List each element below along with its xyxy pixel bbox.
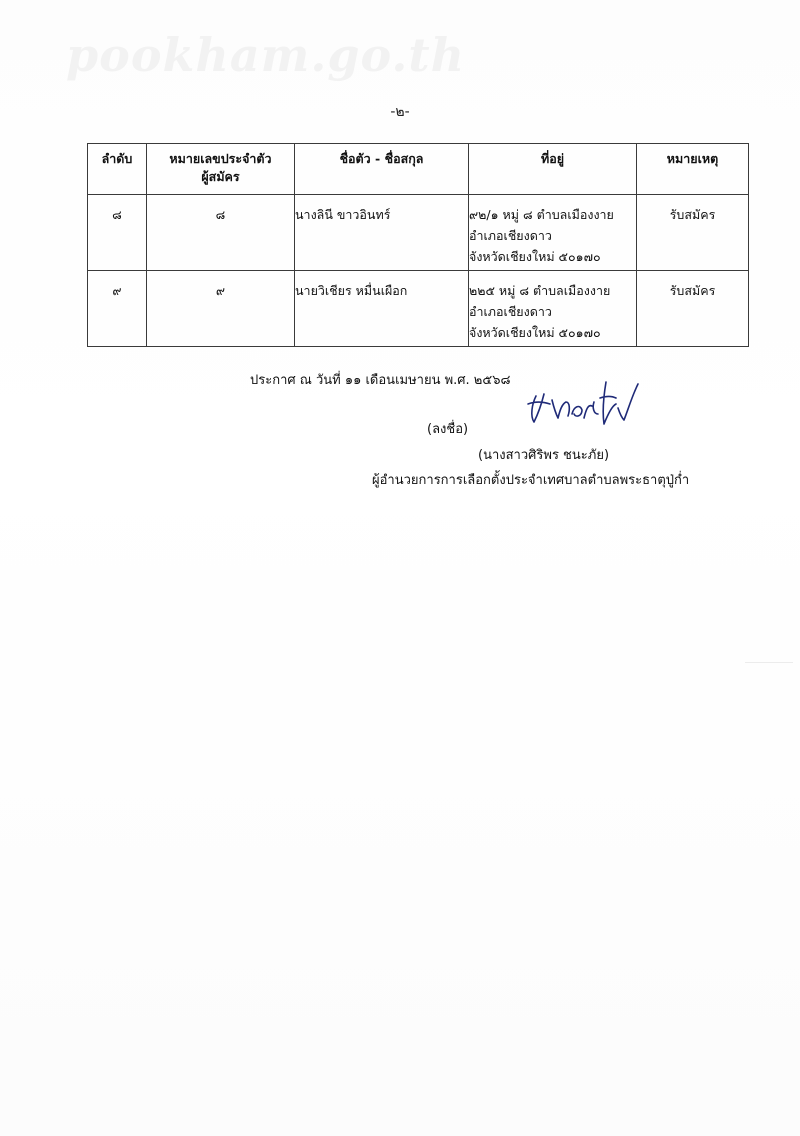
header-address: ที่อยู่ [469,144,637,195]
header-note: หมายเหตุ [637,144,749,195]
table-row [88,271,749,347]
cell-order: ๘ [88,195,147,271]
cell-applicant-no: ๙ [147,271,295,347]
table-row [88,195,749,271]
address-line: จังหวัดเชียงใหม่ ๕๐๑๗๐ [469,325,601,340]
header-applicant-no-line2: ผู้สมัคร [201,169,240,184]
cell-address [469,195,637,271]
address-line: จังหวัดเชียงใหม่ ๕๐๑๗๐ [469,249,601,264]
table-header-row [88,144,749,195]
applicant-table [87,143,749,347]
cell-name: นางลินี ขาวอินทร์ [295,195,469,271]
cell-order: ๙ [88,271,147,347]
address-line: อำเภอเชียงดาว [469,304,552,319]
header-order: ลำดับ [88,144,147,195]
signer-name: (นางสาวศิริพร ชนะภัย) [478,448,610,463]
announcement-date: ประกาศ ณ วันที่ ๑๑ เดือนเมษายน พ.ศ. ๒๕๖๘ [250,373,511,388]
address-line: อำเภอเชียงดาว [469,228,552,243]
address-line: ๙๒/๑ หมู่ ๘ ตำบลเมืองงาย [469,207,614,222]
header-applicant-no [147,144,295,195]
cell-address [469,271,637,347]
header-applicant-no-line1: หมายเลขประจำตัว [169,151,272,166]
page-number: -๒- [390,104,410,120]
watermark: pookham.go.th [66,28,466,82]
cell-note: รับสมัคร [637,271,749,347]
cell-name: นายวิเชียร หมื่นเผือก [295,271,469,347]
handwritten-signature [522,374,642,434]
header-name: ชื่อตัว - ชื่อสกุล [295,144,469,195]
signer-title: ผู้อำนวยการการเลือกตั้งประจำเทศบาลตำบลพระธาตุปู่ก่ำ [372,473,690,488]
cell-applicant-no: ๘ [147,195,295,271]
cell-note: รับสมัคร [637,195,749,271]
address-line: ๒๒๕ หมู่ ๘ ตำบลเมืองงาย [469,283,611,298]
signature-label: (ลงชื่อ) [427,422,469,437]
scan-artifact [745,662,793,669]
